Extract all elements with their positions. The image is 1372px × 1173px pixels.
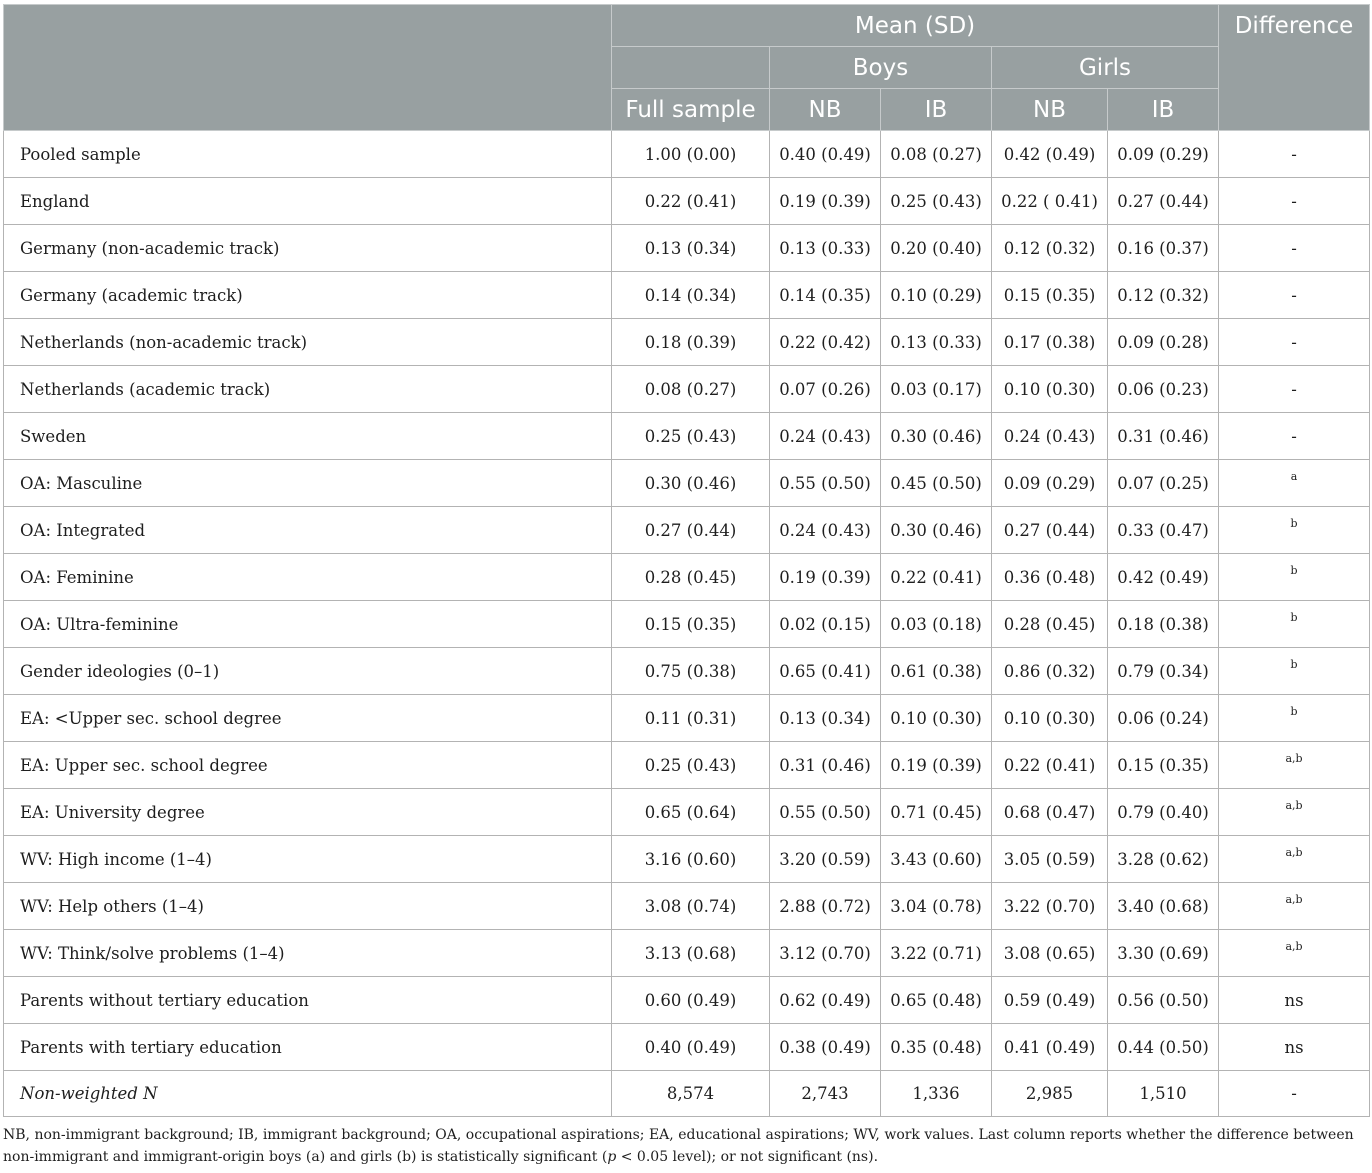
cell-full-sample: 0.40 (0.49)	[612, 1024, 770, 1071]
difference-superscript: b	[1290, 563, 1298, 577]
cell-full-sample: 8,574	[612, 1071, 770, 1117]
cell-girls-nb: 0.24 (0.43)	[992, 413, 1108, 460]
cell-girls-ib: 0.31 (0.46)	[1108, 413, 1219, 460]
cell-difference: -	[1219, 131, 1370, 178]
cell-full-sample: 3.08 (0.74)	[612, 883, 770, 930]
difference-superscript: a,b	[1285, 751, 1303, 765]
cell-boys-ib: 3.04 (0.78)	[881, 883, 992, 930]
cell-girls-nb: 0.36 (0.48)	[992, 554, 1108, 601]
cell-boys-nb: 2,743	[770, 1071, 881, 1117]
row-label: WV: Help others (1–4)	[4, 883, 612, 930]
cell-girls-nb: 0.12 (0.32)	[992, 225, 1108, 272]
cell-boys-nb: 0.55 (0.50)	[770, 460, 881, 507]
cell-girls-ib: 0.56 (0.50)	[1108, 977, 1219, 1024]
cell-boys-ib: 0.65 (0.48)	[881, 977, 992, 1024]
table-row	[4, 507, 1370, 554]
cell-boys-ib: 0.25 (0.43)	[881, 178, 992, 225]
cell-girls-ib: 0.79 (0.40)	[1108, 789, 1219, 836]
cell-girls-nb: 0.10 (0.30)	[992, 366, 1108, 413]
cell-full-sample: 0.15 (0.35)	[612, 601, 770, 648]
cell-girls-nb: 0.68 (0.47)	[992, 789, 1108, 836]
cell-full-sample: 0.25 (0.43)	[612, 742, 770, 789]
cell-full-sample: 0.30 (0.46)	[612, 460, 770, 507]
cell-girls-nb: 0.27 (0.44)	[992, 507, 1108, 554]
cell-boys-nb: 0.13 (0.33)	[770, 225, 881, 272]
cell-full-sample: 0.27 (0.44)	[612, 507, 770, 554]
cell-boys-nb: 0.55 (0.50)	[770, 789, 881, 836]
difference-superscript: b	[1290, 610, 1298, 624]
row-label: England	[4, 178, 612, 225]
cell-girls-ib: 0.27 (0.44)	[1108, 178, 1219, 225]
footnote-p-symbol: p	[607, 1149, 617, 1165]
cell-boys-nb: 0.62 (0.49)	[770, 977, 881, 1024]
cell-girls-nb: 0.17 (0.38)	[992, 319, 1108, 366]
table-row	[4, 554, 1370, 601]
cell-boys-nb: 3.12 (0.70)	[770, 930, 881, 977]
row-label: Parents with tertiary education	[4, 1024, 612, 1071]
difference-superscript: b	[1290, 657, 1298, 671]
cell-boys-nb: 0.22 (0.42)	[770, 319, 881, 366]
cell-girls-nb: 0.28 (0.45)	[992, 601, 1108, 648]
header-girls-nb: NB	[992, 89, 1108, 131]
cell-girls-ib: 0.79 (0.34)	[1108, 648, 1219, 695]
cell-boys-ib: 0.10 (0.30)	[881, 695, 992, 742]
header-girls: Girls	[992, 47, 1219, 89]
cell-girls-ib: 3.40 (0.68)	[1108, 883, 1219, 930]
table-row	[4, 836, 1370, 883]
row-label: EA: Upper sec. school degree	[4, 742, 612, 789]
cell-difference	[1219, 507, 1370, 554]
footnote-text-1: NB, non-immigrant background; IB, immigrant background; OA, occupational aspirations; EA, educational aspirations; WV, work values. Last column reports whether the difference between non-immigrant and immigrant-origin boys (a) and girls (b) is statistically significant (	[3, 1127, 1354, 1165]
cell-boys-ib: 0.03 (0.17)	[881, 366, 992, 413]
header-mean-sd: Mean (SD)	[612, 5, 1219, 47]
header-full-blank	[612, 47, 770, 89]
cell-difference: ns	[1219, 1024, 1370, 1071]
cell-girls-ib: 0.12 (0.32)	[1108, 272, 1219, 319]
table-row	[4, 178, 1370, 225]
cell-difference: -	[1219, 1071, 1370, 1117]
cell-boys-ib: 0.08 (0.27)	[881, 131, 992, 178]
header-boys-ib: IB	[881, 89, 992, 131]
table-row	[4, 695, 1370, 742]
cell-girls-nb: 0.86 (0.32)	[992, 648, 1108, 695]
cell-girls-ib: 0.15 (0.35)	[1108, 742, 1219, 789]
cell-difference: ns	[1219, 977, 1370, 1024]
table-row	[4, 883, 1370, 930]
row-label: WV: Think/solve problems (1–4)	[4, 930, 612, 977]
cell-full-sample: 0.28 (0.45)	[612, 554, 770, 601]
row-label: Sweden	[4, 413, 612, 460]
cell-boys-ib: 3.43 (0.60)	[881, 836, 992, 883]
table-row	[4, 1071, 1370, 1117]
table-row	[4, 460, 1370, 507]
cell-girls-nb: 0.22 (0.41)	[992, 742, 1108, 789]
cell-difference: -	[1219, 319, 1370, 366]
cell-girls-ib: 0.06 (0.24)	[1108, 695, 1219, 742]
cell-boys-ib: 0.71 (0.45)	[881, 789, 992, 836]
difference-superscript: a,b	[1285, 845, 1303, 859]
header-blank-cell	[4, 5, 612, 131]
row-label: Non-weighted N	[4, 1071, 612, 1117]
table-row	[4, 601, 1370, 648]
table-row	[4, 319, 1370, 366]
cell-boys-ib: 0.10 (0.29)	[881, 272, 992, 319]
cell-full-sample: 0.60 (0.49)	[612, 977, 770, 1024]
row-label: EA: University degree	[4, 789, 612, 836]
difference-superscript: a,b	[1285, 892, 1303, 906]
cell-girls-ib: 0.42 (0.49)	[1108, 554, 1219, 601]
cell-girls-nb: 2,985	[992, 1071, 1108, 1117]
header-girls-ib: IB	[1108, 89, 1219, 131]
cell-boys-ib: 0.22 (0.41)	[881, 554, 992, 601]
table-row	[4, 131, 1370, 178]
cell-full-sample: 1.00 (0.00)	[612, 131, 770, 178]
cell-girls-nb: 0.42 (0.49)	[992, 131, 1108, 178]
cell-girls-nb: 0.22 ( 0.41)	[992, 178, 1108, 225]
row-label: Parents without tertiary education	[4, 977, 612, 1024]
header-full-sample: Full sample	[612, 89, 770, 131]
row-label: Netherlands (non-academic track)	[4, 319, 612, 366]
cell-difference: -	[1219, 178, 1370, 225]
cell-boys-ib: 0.03 (0.18)	[881, 601, 992, 648]
cell-girls-ib: 0.09 (0.29)	[1108, 131, 1219, 178]
cell-girls-nb: 3.08 (0.65)	[992, 930, 1108, 977]
table-row	[4, 413, 1370, 460]
cell-boys-nb: 0.19 (0.39)	[770, 178, 881, 225]
cell-difference	[1219, 836, 1370, 883]
cell-full-sample: 0.18 (0.39)	[612, 319, 770, 366]
cell-girls-ib: 0.18 (0.38)	[1108, 601, 1219, 648]
cell-girls-ib: 3.30 (0.69)	[1108, 930, 1219, 977]
difference-superscript: a	[1290, 469, 1298, 483]
table-row	[4, 1024, 1370, 1071]
footnote-text-2: < 0.05 level); or not significant (ns).	[616, 1149, 879, 1165]
cell-difference: -	[1219, 413, 1370, 460]
cell-girls-nb: 0.15 (0.35)	[992, 272, 1108, 319]
cell-girls-ib: 1,510	[1108, 1071, 1219, 1117]
cell-difference	[1219, 554, 1370, 601]
descriptive-statistics-table	[3, 4, 1370, 1117]
row-label: OA: Ultra-feminine	[4, 601, 612, 648]
header-boys-nb: NB	[770, 89, 881, 131]
cell-difference	[1219, 789, 1370, 836]
cell-full-sample: 0.11 (0.31)	[612, 695, 770, 742]
cell-difference	[1219, 460, 1370, 507]
table-row	[4, 272, 1370, 319]
cell-girls-nb: 3.05 (0.59)	[992, 836, 1108, 883]
table-header	[4, 5, 1370, 131]
row-label: Netherlands (academic track)	[4, 366, 612, 413]
cell-difference: -	[1219, 272, 1370, 319]
cell-boys-nb: 0.24 (0.43)	[770, 507, 881, 554]
cell-difference	[1219, 695, 1370, 742]
cell-difference	[1219, 883, 1370, 930]
cell-boys-nb: 0.02 (0.15)	[770, 601, 881, 648]
cell-girls-ib: 0.44 (0.50)	[1108, 1024, 1219, 1071]
cell-difference	[1219, 601, 1370, 648]
row-label: OA: Integrated	[4, 507, 612, 554]
cell-boys-nb: 0.14 (0.35)	[770, 272, 881, 319]
header-difference: Difference	[1219, 5, 1370, 131]
difference-superscript: a,b	[1285, 798, 1303, 812]
table-row	[4, 225, 1370, 272]
cell-girls-ib: 3.28 (0.62)	[1108, 836, 1219, 883]
cell-girls-ib: 0.06 (0.23)	[1108, 366, 1219, 413]
row-label: Pooled sample	[4, 131, 612, 178]
row-label: WV: High income (1–4)	[4, 836, 612, 883]
cell-girls-nb: 0.09 (0.29)	[992, 460, 1108, 507]
cell-girls-ib: 0.07 (0.25)	[1108, 460, 1219, 507]
table-row	[4, 789, 1370, 836]
cell-boys-nb: 0.19 (0.39)	[770, 554, 881, 601]
row-label: EA: <Upper sec. school degree	[4, 695, 612, 742]
cell-girls-ib: 0.33 (0.47)	[1108, 507, 1219, 554]
cell-full-sample: 0.65 (0.64)	[612, 789, 770, 836]
cell-full-sample: 0.14 (0.34)	[612, 272, 770, 319]
cell-boys-nb: 0.13 (0.34)	[770, 695, 881, 742]
cell-girls-nb: 0.59 (0.49)	[992, 977, 1108, 1024]
cell-full-sample: 0.22 (0.41)	[612, 178, 770, 225]
cell-girls-ib: 0.09 (0.28)	[1108, 319, 1219, 366]
cell-difference: -	[1219, 366, 1370, 413]
cell-boys-ib: 3.22 (0.71)	[881, 930, 992, 977]
cell-difference	[1219, 742, 1370, 789]
cell-boys-nb: 0.31 (0.46)	[770, 742, 881, 789]
header-boys: Boys	[770, 47, 992, 89]
cell-full-sample: 0.75 (0.38)	[612, 648, 770, 695]
cell-full-sample: 0.08 (0.27)	[612, 366, 770, 413]
cell-boys-nb: 0.40 (0.49)	[770, 131, 881, 178]
table-row	[4, 648, 1370, 695]
cell-girls-nb: 0.10 (0.30)	[992, 695, 1108, 742]
table-row	[4, 366, 1370, 413]
cell-boys-nb: 0.38 (0.49)	[770, 1024, 881, 1071]
table-row	[4, 977, 1370, 1024]
table-row	[4, 930, 1370, 977]
cell-girls-nb: 3.22 (0.70)	[992, 883, 1108, 930]
cell-difference	[1219, 648, 1370, 695]
table-body	[4, 131, 1370, 1117]
cell-boys-ib: 0.35 (0.48)	[881, 1024, 992, 1071]
cell-boys-ib: 0.19 (0.39)	[881, 742, 992, 789]
cell-full-sample: 3.16 (0.60)	[612, 836, 770, 883]
difference-superscript: b	[1290, 704, 1298, 718]
row-label: OA: Feminine	[4, 554, 612, 601]
difference-superscript: a,b	[1285, 939, 1303, 953]
cell-boys-nb: 2.88 (0.72)	[770, 883, 881, 930]
table-row	[4, 742, 1370, 789]
cell-boys-nb: 3.20 (0.59)	[770, 836, 881, 883]
cell-boys-ib: 0.30 (0.46)	[881, 507, 992, 554]
cell-boys-ib: 0.20 (0.40)	[881, 225, 992, 272]
cell-boys-nb: 0.24 (0.43)	[770, 413, 881, 460]
cell-boys-ib: 1,336	[881, 1071, 992, 1117]
cell-full-sample: 0.13 (0.34)	[612, 225, 770, 272]
cell-boys-nb: 0.65 (0.41)	[770, 648, 881, 695]
row-label: Germany (non-academic track)	[4, 225, 612, 272]
cell-boys-ib: 0.30 (0.46)	[881, 413, 992, 460]
cell-boys-ib: 0.61 (0.38)	[881, 648, 992, 695]
cell-girls-nb: 0.41 (0.49)	[992, 1024, 1108, 1071]
cell-full-sample: 3.13 (0.68)	[612, 930, 770, 977]
cell-difference: -	[1219, 225, 1370, 272]
cell-girls-ib: 0.16 (0.37)	[1108, 225, 1219, 272]
row-label: Gender ideologies (0–1)	[4, 648, 612, 695]
cell-full-sample: 0.25 (0.43)	[612, 413, 770, 460]
row-label: Germany (academic track)	[4, 272, 612, 319]
row-label: OA: Masculine	[4, 460, 612, 507]
cell-boys-ib: 0.13 (0.33)	[881, 319, 992, 366]
cell-boys-nb: 0.07 (0.26)	[770, 366, 881, 413]
difference-superscript: b	[1290, 516, 1298, 530]
cell-boys-ib: 0.45 (0.50)	[881, 460, 992, 507]
table-footnote	[3, 1124, 1369, 1168]
cell-difference	[1219, 930, 1370, 977]
